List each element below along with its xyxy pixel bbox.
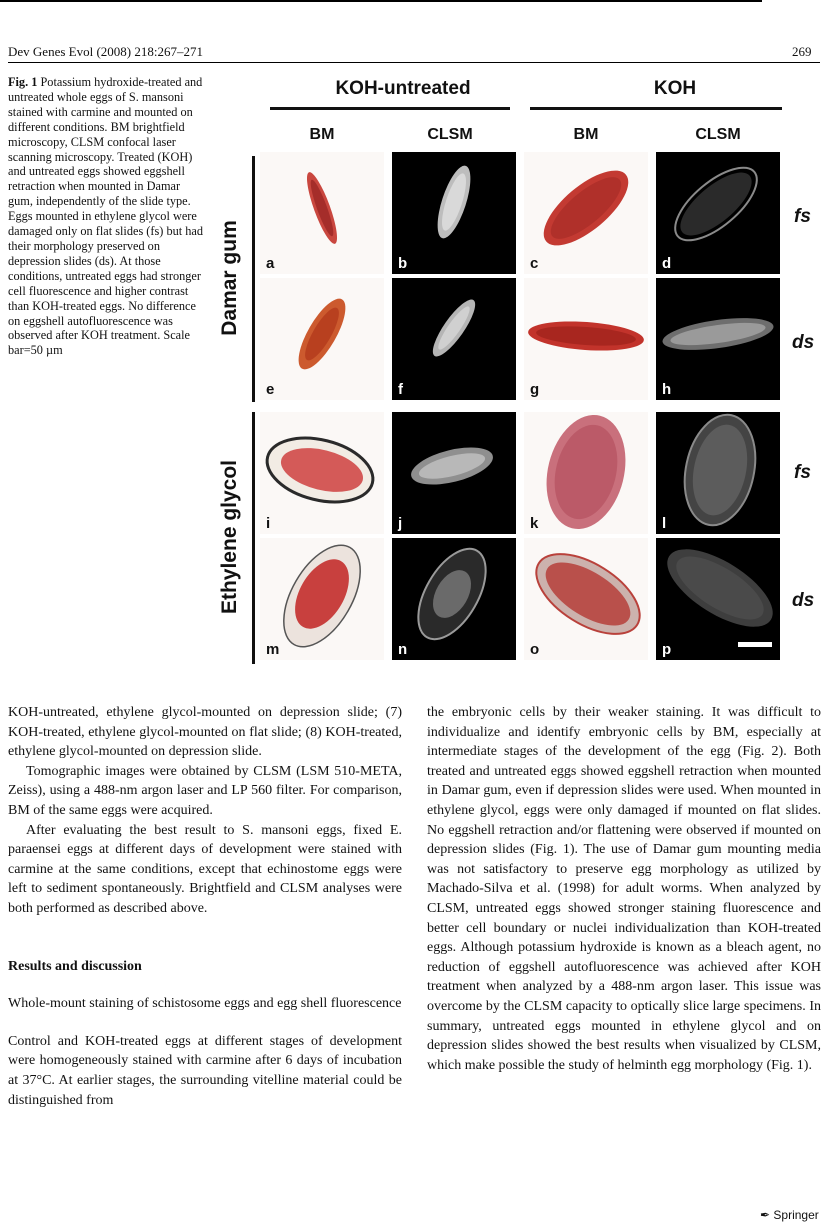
condition-ds-1: ds xyxy=(792,332,815,353)
page-number: 269 xyxy=(792,44,812,59)
paragraph: Tomographic images were obtained by CLSM (LSM 510-META, Zeiss), using a 488-nm argon laser and LP 560 filter. For comparison, BM of the same eggs were acquired. xyxy=(8,763,402,818)
panel-m xyxy=(260,538,384,660)
panel-b xyxy=(392,152,516,274)
col-header-bm-2: BM xyxy=(573,126,599,143)
section-heading: Results and discussion xyxy=(8,958,142,974)
panel-c xyxy=(524,152,648,274)
caption-label: Fig. 1 xyxy=(8,75,38,89)
panel-label-d: d xyxy=(662,255,672,272)
egg-image-b xyxy=(392,152,516,274)
top-rule xyxy=(0,0,762,2)
egg-image-c xyxy=(524,152,648,274)
panel-label-h: h xyxy=(662,381,672,398)
panel-a xyxy=(260,152,384,274)
panel-label-i: i xyxy=(266,515,271,532)
panel-j xyxy=(392,412,516,534)
panel-label-k: k xyxy=(530,515,539,532)
panel-label-e: e xyxy=(266,381,275,398)
panel-l xyxy=(656,412,780,534)
paragraph: the embryonic cells by their weaker staining. It was difficult to individualize and identify embryonic cells by BM, especially at intermediate stages of the development of the egg (Fig. 2). Both treated and untreated eggs showed eggshell retraction when mounted in Damar gum, even if depression slides were used. When mounted in ethylene glycol, eggs were only damaged if mounted on flat slides. No eggshell retraction and/or flattening were observed if mounted on depression slides (Fig. 1). The use of Damar gum mounting media was not satisfactory to preserve egg morphology as utilized by Machado-Silva et al. (1998) for adult worms. When analyzed by CLSM, untreated eggs showed stronger staining fluorescence and better cell boundary or nuclei individualization than KOH-treated eggs. Although potassium hydroxide is known as a bleach agent, no reduction of eggshell autofluorescence was achieved after KOH treatment when analyzed by a 488-nm argon laser. This issue was overcome by the CLSM capacity to optically slice large specimens. In summary, untreated eggs mounted in ethylene glycol and on depression slides showed the best results when visualized by CLSM, which make possible the study of helminth egg morphology (Fig. 1). xyxy=(427,705,821,1073)
panel-label-f: f xyxy=(398,381,403,398)
group-rule-koh xyxy=(530,107,782,110)
springer-icon: ✒ xyxy=(760,1208,771,1222)
panel-label-o: o xyxy=(530,641,540,658)
condition-ds-2: ds xyxy=(792,590,815,611)
panel-f xyxy=(392,278,516,400)
text-column-left xyxy=(8,703,402,1110)
col-header-clsm-2: CLSM xyxy=(695,126,741,143)
panel-label-n: n xyxy=(398,641,408,658)
panel-o xyxy=(524,538,648,660)
panel-label-p: p xyxy=(662,641,672,658)
condition-fs-2: fs xyxy=(794,462,811,483)
egg-image-i xyxy=(260,412,384,534)
text-column-right xyxy=(427,703,821,1075)
panel-p xyxy=(656,538,780,660)
figure-1 xyxy=(220,70,826,670)
egg-image-l xyxy=(656,412,780,534)
egg-image-d xyxy=(656,152,780,274)
egg-image-e xyxy=(260,278,384,400)
group-rule-untreated xyxy=(270,107,510,110)
paragraph: After evaluating the best result to S. mansoni eggs, fixed E. paraensei eggs at different days of development were stained with carmine at the same conditions, except that echinostome eggs were left to sediment spontaneously. Brightfield and CLSM analyses were both performed as described above. xyxy=(8,822,402,916)
col-header-bm-1: BM xyxy=(309,126,335,143)
publisher-name: Springer xyxy=(773,1208,819,1222)
caption-text: Potassium hydroxide-treated and untreated whole eggs of S. mansoni stained with carmine and mounted on different conditions. BM brightfield microscopy, CLSM confocal laser scanning microscopy. Treated (KOH) and untreated eggs showed eggshell retraction when mounted in Damar gum, independently of the slide type. Eggs mounted in ethylene glycol were damaged only on flat slides (fs) but had their morphology preserved on depression slides (ds). At those conditions, untreated eggs had stronger cell fluorescence and higher contrast than KOH-treated eggs. No difference on eggshell autofluorescence was observed after KOH treatment. Scale bar=50 µm xyxy=(8,75,203,358)
row-group-damar-gum: Damar gum xyxy=(218,220,241,336)
panel-i xyxy=(260,412,384,534)
figure-caption xyxy=(8,75,204,358)
egg-image-f xyxy=(392,278,516,400)
panel-e xyxy=(260,278,384,400)
egg-image-g xyxy=(524,278,648,400)
journal-citation: Dev Genes Evol (2008) 218:267–271 xyxy=(8,44,203,59)
panel-n xyxy=(392,538,516,660)
panel-label-c: c xyxy=(530,255,539,272)
panel-g xyxy=(524,278,648,400)
panel-label-l: l xyxy=(662,515,667,532)
egg-image-a xyxy=(260,152,384,274)
panel-d xyxy=(656,152,780,274)
condition-fs-1: fs xyxy=(794,206,811,227)
paragraph: KOH-untreated, ethylene glycol-mounted on depression slide; (7) KOH-treated, ethylene glycol-mounted on flat slide; (8) KOH-treated, ethylene glycol-mounted on depression slide. xyxy=(8,705,402,760)
panel-h xyxy=(656,278,780,400)
panel-label-g: g xyxy=(530,381,540,398)
publisher-logo xyxy=(760,1208,819,1222)
col-header-clsm-1: CLSM xyxy=(427,126,473,143)
subsection-heading: Whole-mount staining of schistosome eggs and egg shell fluorescence xyxy=(8,996,402,1012)
row-group-ethylene-glycol: Ethylene glycol xyxy=(218,459,241,615)
header-rule xyxy=(8,62,820,63)
egg-image-p xyxy=(656,538,780,660)
paragraph: Control and KOH-treated eggs at different stages of development were homogeneously stained with carmine after 6 days of incubation at 37°C. At earlier stages, the surrounding vitelline material could be distinguished from xyxy=(8,1033,402,1108)
egg-image-o xyxy=(524,538,648,660)
egg-image-n xyxy=(392,538,516,660)
egg-image-j xyxy=(392,412,516,534)
panel-k xyxy=(524,412,648,534)
panel-label-a: a xyxy=(266,255,275,272)
egg-image-h xyxy=(656,278,780,400)
panel-label-b: b xyxy=(398,255,408,272)
scale-bar xyxy=(738,642,772,647)
row-group-bar-ethylene xyxy=(252,412,255,664)
group-title-koh: KOH xyxy=(653,78,697,99)
group-title-untreated: KOH-untreated xyxy=(335,78,471,99)
panel-label-j: j xyxy=(398,515,403,532)
egg-image-k xyxy=(524,412,648,534)
panel-label-m: m xyxy=(266,641,280,658)
row-group-bar-damar xyxy=(252,156,255,402)
